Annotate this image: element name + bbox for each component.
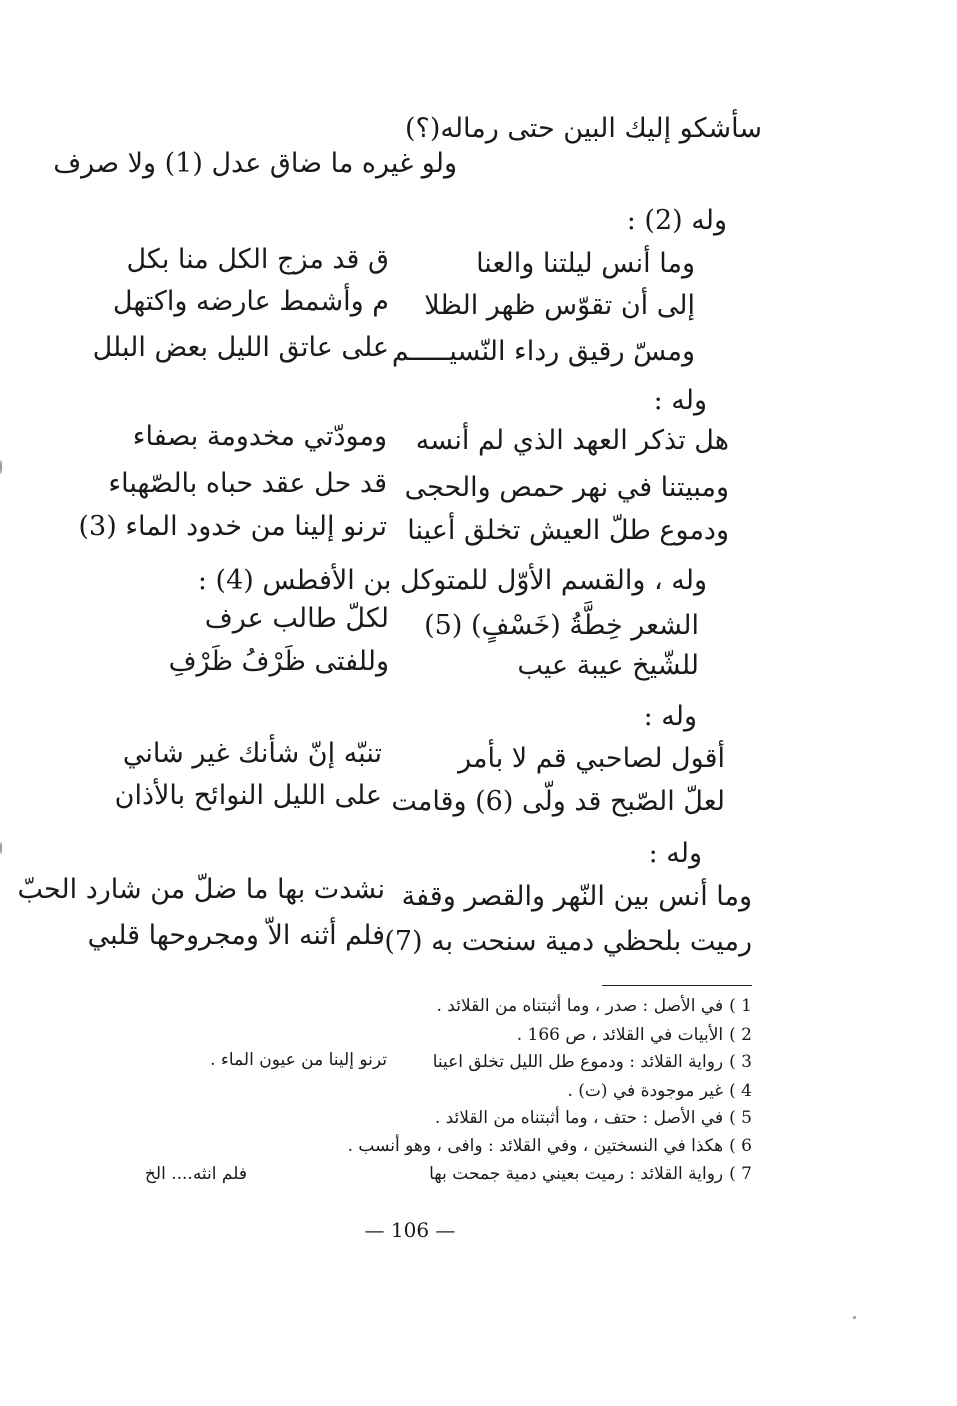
footnote [517, 1027, 752, 1044]
verse-second-half: وللفتى ظَرْفُ ظَرْفِ [168, 646, 389, 677]
section-heading: وله ، والقسم الأوّل للمتوكل بن الأفطس (4) : [197, 565, 707, 596]
footnote-divider [602, 985, 752, 986]
verse-second-half: م وأشمط عارضه واكتهل [112, 286, 389, 317]
footnote [435, 1110, 752, 1127]
footnote-text: رواية القلائد : رميت بعيني دمية جمحت بها [429, 1164, 724, 1184]
verse-second-half: لكلّ طالب عرف [204, 603, 389, 634]
verse-first-half: هل تذكر العهد الذي لم أنسه [415, 425, 729, 456]
footnote-text: في الأصل : صدر ، وما أثبتناه من القلائد . [436, 996, 724, 1016]
section-heading: وله (2) : [626, 205, 727, 236]
verse-second-half: قد حل عقد حباه بالصّهباء [108, 468, 387, 499]
footnote-number: 4 ) [729, 1081, 752, 1101]
footnote-text: في الأصل : حتف ، وما أثبتناه من القلائد . [434, 1108, 724, 1128]
footnote-number: 7 ) [729, 1164, 752, 1184]
scan-speck [0, 460, 2, 474]
footnote-number: 2 ) [729, 1025, 752, 1045]
footnote-number: 5 ) [729, 1108, 752, 1128]
footnote [429, 1166, 752, 1183]
verse-second-half: تنبّه إنّ شأنك غير شاني [122, 738, 382, 769]
verse-second-half: على عاتق الليل بعض البلل [92, 332, 389, 363]
verse-first-half: وما أنس ليلتنا والعنا [476, 248, 695, 279]
verse-first-half: ومسّ رقيق رداء النّسيـــــم [391, 336, 695, 367]
section-heading: وله : [653, 385, 707, 416]
verse-first-half: الشعر خِطَّةُ (خَسْفٍ) (5) [424, 610, 699, 641]
verse-first-half: ودموع طلّ العيش تخلق أعينا [407, 515, 729, 546]
footnote-text: رواية القلائد : ودموع طل الليل تخلق اعينا [432, 1052, 724, 1072]
footnote-text: الأبيات في القلائد ، ص 166 . [516, 1025, 724, 1045]
scan-speck [853, 1316, 856, 1319]
footnote [437, 998, 753, 1015]
footnote-text: هكذا في النسختين ، وفي القلائد : وافى ، وهو أنسب . [347, 1136, 724, 1156]
footnote-text: غير موجودة في (ت) . [567, 1081, 724, 1101]
footnote-number: 6 ) [729, 1136, 752, 1156]
page-number: — 106 — [364, 1218, 456, 1242]
footnote-number: 1 ) [729, 996, 752, 1016]
verse-first-half: ومبيتنا في نهر حمص والحجى [404, 472, 729, 503]
scan-speck [0, 842, 2, 854]
verse-first-half: رميت بلحظي دمية سنحت به (7) [384, 926, 752, 957]
section-heading: وله : [648, 838, 702, 869]
verse-first-half: إلى أن تقوّس ظهر الظلا [424, 290, 695, 321]
footnote [433, 1054, 752, 1071]
footnote [348, 1138, 752, 1155]
verse-first-half: للشّيخ عيبة عيب [517, 650, 699, 681]
verse-first-half: وما أنس بين النّهر والقصر وقفة [401, 881, 752, 912]
verse-first-half: لعلّ الصّبح قد ولّى (6) وقامت [391, 786, 725, 817]
section-heading: وله : [643, 701, 697, 732]
footnote-variant-verse: فلم انثه.... الخ [144, 1164, 247, 1184]
verse-second-half: ومودّتي مخدومة بصفاء [132, 421, 387, 452]
verse-second-half: ترنو إلينا من خدود الماء (3) [78, 511, 387, 542]
opening-line-1: سأشكو إليك البين حتى رماله(؟) [404, 113, 762, 144]
footnote-number: 3 ) [729, 1052, 752, 1072]
verse-second-half: ق قد مزج الكل منا بكل [126, 244, 389, 275]
verse-second-half: على الليل النوائح بالأذان [114, 780, 382, 811]
verse-second-half: فلم أثنه الاّ ومجروحها قلبي [87, 920, 385, 951]
verse-second-half: نشدت بها ما ضلّ من شارد الحبّ [17, 874, 385, 905]
footnote [567, 1083, 752, 1100]
footnote-variant-verse: ترنو إلينا من عيون الماء . [210, 1050, 387, 1070]
opening-line-2: ولو غيره ما ضاق عدل (1) ولا صرف [53, 148, 457, 179]
verse-first-half: أقول لصاحبي قم لا بأمر [458, 743, 725, 774]
